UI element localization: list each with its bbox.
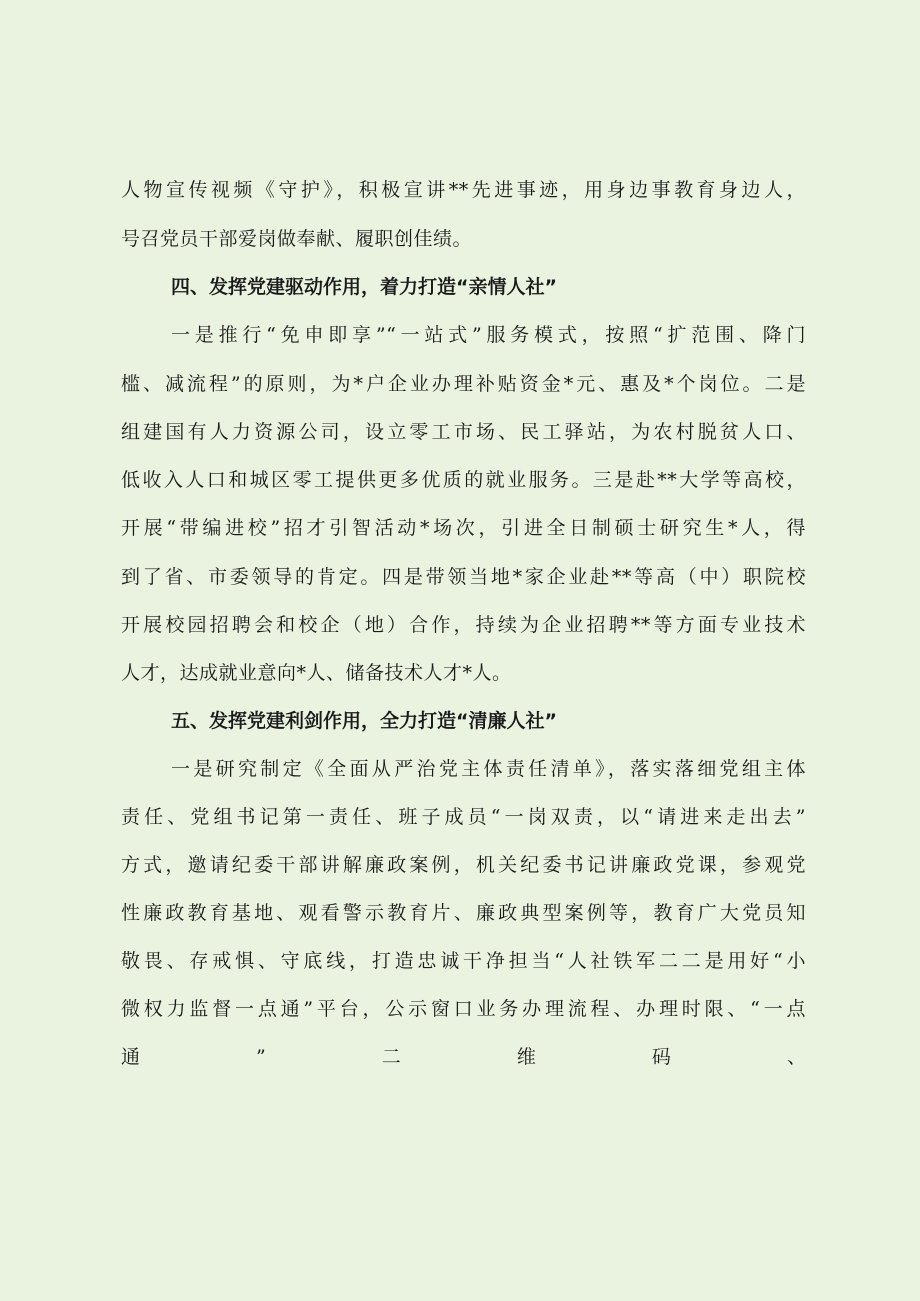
body-line: 人物宣传视频《守护》，积极宣讲**先进事迹，用身边事教育身边人， [121, 179, 806, 201]
spread-char: 码 [651, 1046, 671, 1068]
body-line: 槛、减流程”的原则，为*户企业办理补贴资金*元、惠及*个岗位。二是 [121, 373, 806, 395]
body-line: 号召党员干部爱岗做奉献、履职创佳绩。 [121, 228, 473, 250]
body-line-spread [121, 1045, 806, 1069]
body-line: 人才，达成就业意向*人、储备技术人才*人。 [121, 662, 512, 684]
section-heading-5: 五、发挥党建利剑作用，全力打造“清廉人社” [171, 710, 557, 732]
body-line: 一是推行“免申即享”“一站式”服务模式，按照“扩范围、降门 [171, 324, 806, 346]
body-line: 到了省、市委领导的肯定。四是带领当地*家企业赴**等高（中）职院校 [121, 566, 806, 588]
section-heading-4: 四、发挥党建驱动作用，着力打造“亲情人社” [171, 276, 557, 298]
spread-char: 、 [786, 1046, 806, 1068]
body-line: 性廉政教育基地、观看警示教育片、廉政典型案例等，教育广大党员知 [121, 902, 806, 924]
spread-char: ” [256, 1046, 266, 1068]
body-line: 开展“带编进校”招才引智活动*场次，引进全日制硕士研究生*人，得 [121, 517, 806, 539]
body-line: 一是研究制定《全面从严治党主体责任清单》，落实落细党组主体 [171, 758, 806, 780]
spread-char: 维 [516, 1046, 536, 1068]
body-line: 组建国有人力资源公司，设立零工市场、民工驿站，为农村脱贫人口、 [121, 421, 806, 443]
body-line: 低收入人口和城区零工提供更多优质的就业服务。三是赴**大学等高校， [121, 469, 806, 491]
body-line: 责任、党组书记第一责任、班子成员“一岗双责，以“请进来走出去” [121, 806, 806, 828]
body-line: 敬畏、存戒惧、守底线，打造忠诚干净担当“人社铁军二二是用好“小 [121, 950, 806, 972]
body-line: 微权力监督一点通”平台，公示窗口业务办理流程、办理时限、“一点 [121, 998, 806, 1020]
body-line: 开展校园招聘会和校企（地）合作，持续为企业招聘**等方面专业技术 [121, 614, 806, 636]
spread-char: 二 [381, 1046, 401, 1068]
body-line: 方式，邀请纪委干部讲解廉政案例，机关纪委书记讲廉政党课，参观党 [121, 854, 806, 876]
spread-char: 通 [121, 1046, 141, 1068]
